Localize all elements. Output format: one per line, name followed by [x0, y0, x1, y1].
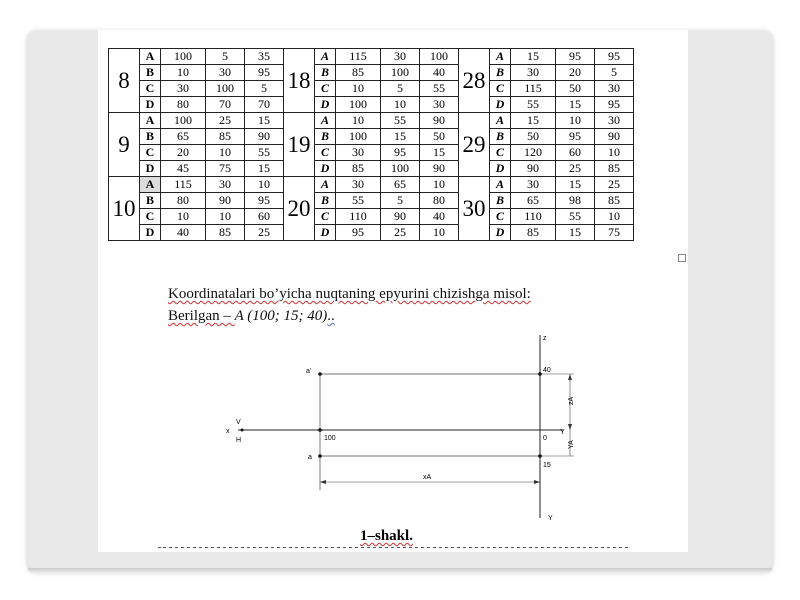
- coord-z: 10: [245, 177, 284, 193]
- coord-y: 60: [556, 145, 595, 161]
- point-ax: [318, 428, 322, 432]
- point-label: D: [315, 97, 336, 113]
- coord-x: 30: [511, 177, 556, 193]
- coord-x: 115: [161, 177, 206, 193]
- coord-y: 100: [381, 161, 420, 177]
- given-point: A (100; 15; 40): [234, 308, 328, 324]
- table-row: [109, 193, 634, 209]
- point-label: D: [140, 225, 161, 241]
- coord-z: 25: [245, 225, 284, 241]
- point-label: A: [490, 49, 511, 65]
- coord-x: 100: [161, 49, 206, 65]
- coord-x: 90: [511, 161, 556, 177]
- point-label: B: [315, 193, 336, 209]
- point-label: A: [140, 113, 161, 129]
- point-label: A: [490, 177, 511, 193]
- coord-z: 60: [245, 209, 284, 225]
- figure-caption: [360, 528, 413, 545]
- coord-x: 115: [336, 49, 381, 65]
- coord-y: 30: [206, 177, 245, 193]
- point-label: C: [315, 145, 336, 161]
- coord-x: 100: [336, 97, 381, 113]
- coord-z: 10: [595, 145, 634, 161]
- point-label: B: [315, 65, 336, 81]
- coord-z: 85: [595, 161, 634, 177]
- given-suffix: ..: [327, 308, 335, 324]
- coord-z: 90: [420, 113, 459, 129]
- coord-y: 10: [206, 145, 245, 161]
- coord-y: 50: [556, 81, 595, 97]
- coord-y: 5: [381, 193, 420, 209]
- coord-z: 30: [595, 81, 634, 97]
- point-label: A: [315, 113, 336, 129]
- figure-caption-text: 1–shakl.: [360, 528, 413, 544]
- point-y15: [538, 454, 542, 458]
- coord-x: 85: [336, 65, 381, 81]
- label-xa: xA: [423, 474, 432, 481]
- coord-x: 15: [511, 49, 556, 65]
- point-label: B: [140, 65, 161, 81]
- label-100: 100: [324, 435, 336, 442]
- coord-x: 65: [161, 129, 206, 145]
- point-label: C: [490, 209, 511, 225]
- point-a: [318, 454, 322, 458]
- point-label: D: [315, 225, 336, 241]
- za-arrow-bottom: [568, 424, 572, 430]
- coord-x: 10: [336, 113, 381, 129]
- point-label: C: [140, 145, 161, 161]
- coord-x: 80: [161, 97, 206, 113]
- table-row: [109, 145, 634, 161]
- variant-number: 29: [459, 113, 490, 177]
- coord-z: 50: [420, 129, 459, 145]
- coord-y: 90: [206, 193, 245, 209]
- point-z40: [538, 372, 542, 376]
- point-label: D: [140, 161, 161, 177]
- coord-y: 100: [381, 65, 420, 81]
- example-heading-text: Koordinatalari bo’yicha nuqtaning epyurini chizishga misol:: [168, 286, 531, 302]
- coord-x: 110: [511, 209, 556, 225]
- coord-z: 5: [595, 65, 634, 81]
- coord-x: 20: [161, 145, 206, 161]
- point-label: C: [140, 81, 161, 97]
- point-label: D: [490, 161, 511, 177]
- coord-y: 10: [381, 97, 420, 113]
- point-label: A: [315, 177, 336, 193]
- coord-x: 55: [336, 193, 381, 209]
- point-x-origin: [241, 429, 244, 432]
- coord-y: 85: [206, 225, 245, 241]
- coord-y: 25: [206, 113, 245, 129]
- coord-y: 95: [556, 129, 595, 145]
- xa-arrow-left: [320, 480, 326, 484]
- example-heading: [168, 286, 531, 303]
- point-label: A: [315, 49, 336, 65]
- coord-x: 95: [336, 225, 381, 241]
- coord-z: 10: [420, 225, 459, 241]
- variant-number: 19: [284, 113, 315, 177]
- coord-y: 10: [206, 209, 245, 225]
- variant-number: 28: [459, 49, 490, 113]
- point-label: B: [490, 129, 511, 145]
- coord-x: 10: [336, 81, 381, 97]
- label-v: V: [236, 419, 241, 426]
- xa-arrow-right: [534, 480, 540, 484]
- coord-x: 45: [161, 161, 206, 177]
- coord-x: 30: [511, 65, 556, 81]
- point-label: D: [140, 97, 161, 113]
- coord-y: 90: [381, 209, 420, 225]
- coord-x: 65: [511, 193, 556, 209]
- coord-x: 110: [336, 209, 381, 225]
- coord-z: 30: [595, 113, 634, 129]
- coord-x: 50: [511, 129, 556, 145]
- point-label: A: [140, 49, 161, 65]
- point-label: A: [490, 113, 511, 129]
- coord-z: 15: [245, 113, 284, 129]
- coord-y: 25: [381, 225, 420, 241]
- label-y-bottom: Y: [548, 515, 553, 522]
- coord-y: 20: [556, 65, 595, 81]
- coord-z: 5: [245, 81, 284, 97]
- given-line: [168, 308, 335, 325]
- coord-z: 100: [420, 49, 459, 65]
- coord-x: 30: [161, 81, 206, 97]
- coord-z: 40: [420, 65, 459, 81]
- point-label: C: [140, 209, 161, 225]
- variant-number: 10: [109, 177, 140, 241]
- coord-z: 95: [595, 97, 634, 113]
- point-label: C: [490, 81, 511, 97]
- slide: [28, 30, 772, 570]
- coord-y: 65: [381, 177, 420, 193]
- coord-z: 70: [245, 97, 284, 113]
- coord-x: 55: [511, 97, 556, 113]
- variant-number: 9: [109, 113, 140, 177]
- label-40: 40: [543, 367, 551, 374]
- coordinates-table: [108, 48, 634, 241]
- table-row: [109, 161, 634, 177]
- label-h: H: [236, 437, 242, 444]
- coord-y: 95: [381, 145, 420, 161]
- table-row: [109, 209, 634, 225]
- coord-y: 15: [556, 97, 595, 113]
- table-row: [109, 97, 634, 113]
- coord-x: 85: [511, 225, 556, 241]
- label-x: x: [226, 428, 230, 435]
- coord-y: 15: [556, 225, 595, 241]
- coord-x: 15: [511, 113, 556, 129]
- variant-number: 20: [284, 177, 315, 241]
- coord-y: 10: [556, 113, 595, 129]
- coord-x: 100: [161, 113, 206, 129]
- coord-y: 95: [556, 49, 595, 65]
- label-15: 15: [543, 462, 551, 469]
- coord-z: 35: [245, 49, 284, 65]
- coord-z: 95: [595, 49, 634, 65]
- label-y-right: Y: [560, 429, 565, 436]
- coord-y: 70: [206, 97, 245, 113]
- coord-y: 15: [381, 129, 420, 145]
- label-ya: YA: [568, 440, 575, 449]
- coord-x: 80: [161, 193, 206, 209]
- coord-z: 75: [595, 225, 634, 241]
- coord-x: 40: [161, 225, 206, 241]
- variant-number: 18: [284, 49, 315, 113]
- coord-y: 55: [556, 209, 595, 225]
- coord-y: 55: [381, 113, 420, 129]
- coord-y: 100: [206, 81, 245, 97]
- coord-x: 10: [161, 65, 206, 81]
- label-a: a: [308, 454, 312, 461]
- coord-y: 98: [556, 193, 595, 209]
- coord-z: 10: [420, 177, 459, 193]
- point-label: D: [490, 97, 511, 113]
- point-label: B: [490, 193, 511, 209]
- coord-y: 30: [381, 49, 420, 65]
- cut-off-next-line: [158, 547, 628, 552]
- coord-z: 55: [420, 81, 459, 97]
- coord-x: 85: [336, 161, 381, 177]
- point-label: D: [315, 161, 336, 177]
- coord-x: 10: [161, 209, 206, 225]
- coord-y: 30: [206, 65, 245, 81]
- point-label: B: [490, 65, 511, 81]
- coord-z: 10: [595, 209, 634, 225]
- point-label: D: [490, 225, 511, 241]
- coord-y: 5: [381, 81, 420, 97]
- coord-y: 25: [556, 161, 595, 177]
- coord-z: 95: [245, 193, 284, 209]
- coord-x: 30: [336, 145, 381, 161]
- variant-number: 30: [459, 177, 490, 241]
- point-label: A: [140, 177, 161, 193]
- point-label: B: [140, 193, 161, 209]
- coord-z: 90: [595, 129, 634, 145]
- point-label: B: [140, 129, 161, 145]
- coord-z: 90: [420, 161, 459, 177]
- coord-z: 85: [595, 193, 634, 209]
- coord-y: 5: [206, 49, 245, 65]
- label-z: z: [543, 335, 547, 342]
- coord-z: 40: [420, 209, 459, 225]
- given-label: Berilgan –: [168, 308, 235, 324]
- table-row: [109, 113, 634, 129]
- table-row: [109, 49, 634, 65]
- table-row: [109, 65, 634, 81]
- coord-x: 120: [511, 145, 556, 161]
- variant-number: 8: [109, 49, 140, 113]
- label-0: 0: [543, 435, 547, 442]
- coord-z: 55: [245, 145, 284, 161]
- coord-x: 100: [336, 129, 381, 145]
- point-label: C: [315, 209, 336, 225]
- table-resize-handle[interactable]: [678, 254, 686, 262]
- table-row: [109, 81, 634, 97]
- coord-z: 95: [245, 65, 284, 81]
- coord-z: 80: [420, 193, 459, 209]
- point-label: C: [315, 81, 336, 97]
- coord-x: 115: [511, 81, 556, 97]
- coord-z: 15: [420, 145, 459, 161]
- epyur-diagram: [218, 330, 578, 530]
- coord-y: 15: [556, 177, 595, 193]
- coord-y: 85: [206, 129, 245, 145]
- label-za: zA: [568, 396, 575, 405]
- table-row: [109, 129, 634, 145]
- table-row: [109, 225, 634, 241]
- coord-z: 25: [595, 177, 634, 193]
- coord-z: 90: [245, 129, 284, 145]
- coord-y: 75: [206, 161, 245, 177]
- coord-x: 30: [336, 177, 381, 193]
- point-a-prime: [318, 372, 322, 376]
- point-label: C: [490, 145, 511, 161]
- za-arrow-top: [568, 374, 572, 380]
- table-row: [109, 177, 634, 193]
- coord-z: 30: [420, 97, 459, 113]
- document-page: [98, 30, 688, 552]
- slide-shadow: [28, 568, 772, 574]
- coord-z: 15: [245, 161, 284, 177]
- point-label: B: [315, 129, 336, 145]
- label-a-prime: a': [306, 368, 312, 375]
